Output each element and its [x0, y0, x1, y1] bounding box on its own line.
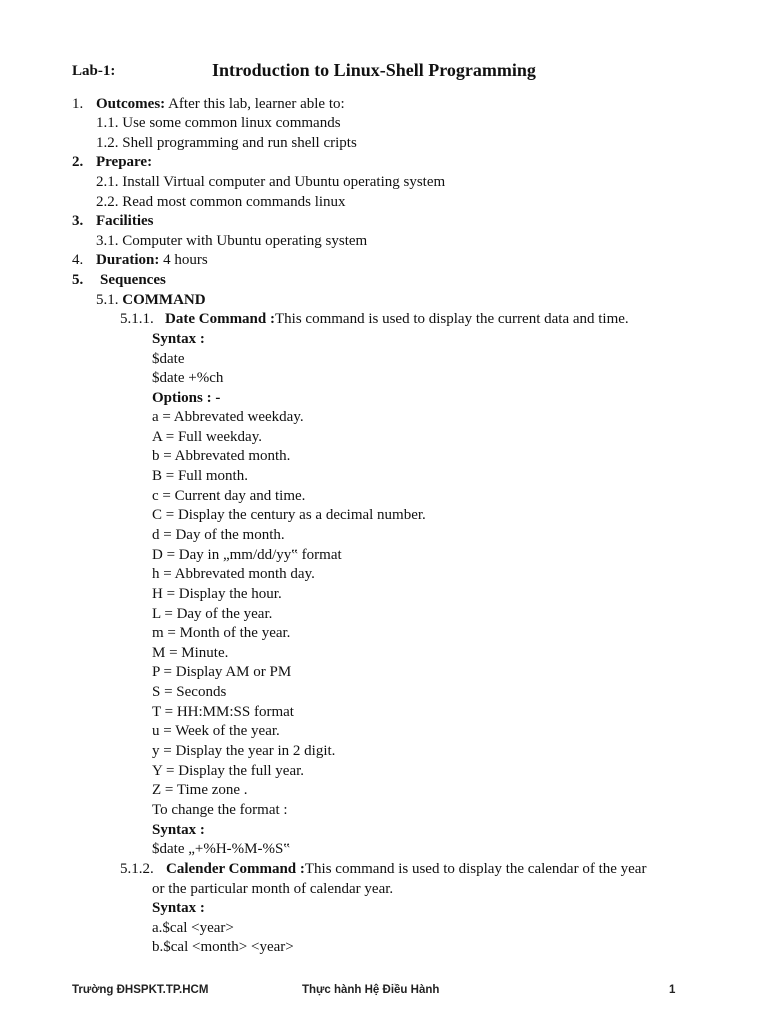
- section-4: [72, 251, 208, 269]
- section-heading: Outcomes:: [96, 96, 166, 112]
- option-item: c = Current day and time.: [152, 488, 306, 504]
- option-item: H = Display the hour.: [152, 586, 282, 602]
- section-text: 4 hours: [159, 252, 208, 268]
- syntax-label: Syntax :: [152, 822, 205, 838]
- document-title: Introduction to Linux-Shell Programming: [212, 60, 536, 80]
- option-item: Y = Display the full year.: [152, 763, 305, 779]
- section-5: [72, 271, 166, 289]
- option-item: b = Abbrevated month.: [152, 448, 291, 464]
- subsection-5-1: [96, 291, 206, 309]
- item-text: This command is used to display the calendar of the year: [304, 861, 647, 877]
- date-command-heading: [120, 310, 629, 328]
- section-2: [72, 153, 153, 171]
- section-number: 5.: [72, 272, 84, 288]
- syntax-label: Syntax :: [152, 331, 205, 347]
- section-number: 4.: [72, 252, 84, 268]
- item-number: 5.1.1.: [120, 311, 154, 327]
- syntax-label: Syntax :: [152, 900, 205, 916]
- footer-course: Thực hành Hệ Điều Hành: [302, 984, 440, 996]
- item-number: 5.1.2.: [120, 861, 154, 877]
- item-text-continued: or the particular month of calendar year.: [152, 881, 394, 897]
- item-label: Calender Command :: [166, 861, 305, 877]
- option-item: D = Day in „mm/dd/yy‟ format: [152, 547, 342, 563]
- page-number: 1: [669, 984, 676, 996]
- option-item: C = Display the century as a decimal number.: [152, 507, 426, 523]
- list-item: 3.1. Computer with Ubuntu operating system: [96, 233, 368, 249]
- option-item: P = Display AM or PM: [152, 664, 292, 680]
- section-3: [72, 212, 154, 230]
- syntax-line: $date: [152, 351, 185, 367]
- option-item: m = Month of the year.: [152, 625, 291, 641]
- section-number: 3.: [72, 213, 84, 229]
- cal-command-heading: [120, 860, 647, 878]
- option-item: d = Day of the month.: [152, 527, 285, 543]
- change-format-text: To change the format :: [152, 802, 288, 818]
- list-item: 2.2. Read most common commands linux: [96, 194, 346, 210]
- section-heading: Sequences: [100, 272, 166, 288]
- syntax-line: $date +%ch: [152, 370, 224, 386]
- subsection-number: 5.1.: [96, 292, 119, 308]
- option-item: S = Seconds: [152, 684, 227, 700]
- options-label: Options : -: [152, 390, 221, 406]
- section-1: [72, 95, 345, 113]
- syntax-line: $date „+%H-%M-%S‟: [152, 841, 290, 857]
- subsection-heading: COMMAND: [122, 292, 206, 308]
- list-item: 1.1. Use some common linux commands: [96, 115, 341, 131]
- item-label: Date Command :: [165, 311, 275, 327]
- section-heading: Duration:: [96, 252, 160, 268]
- option-item: L = Day of the year.: [152, 606, 273, 622]
- option-item: a = Abbrevated weekday.: [152, 409, 304, 425]
- option-item: y = Display the year in 2 digit.: [152, 743, 336, 759]
- section-heading: Facilities: [96, 213, 154, 229]
- option-item: B = Full month.: [152, 468, 248, 484]
- section-number: 1.: [72, 96, 84, 112]
- option-item: Z = Time zone .: [152, 782, 248, 798]
- option-item: h = Abbrevated month day.: [152, 566, 315, 582]
- syntax-line: a.$cal <year>: [152, 920, 234, 936]
- footer-school: Trường ĐHSPKT.TP.HCM: [72, 984, 209, 996]
- list-item: 2.1. Install Virtual computer and Ubuntu operating system: [96, 174, 446, 190]
- section-text: After this lab, learner able to:: [165, 96, 345, 112]
- option-item: M = Minute.: [152, 645, 229, 661]
- list-item: 1.2. Shell programming and run shell cripts: [96, 135, 357, 151]
- section-heading: Prepare:: [96, 154, 153, 170]
- option-item: A = Full weekday.: [152, 429, 262, 445]
- syntax-line: b.$cal <month> <year>: [152, 939, 294, 955]
- option-item: u = Week of the year.: [152, 723, 280, 739]
- lab-label: Lab-1:: [72, 63, 116, 79]
- option-item: T = HH:MM:SS format: [152, 704, 294, 720]
- item-text: This command is used to display the current data and time.: [275, 311, 629, 327]
- section-number: 2.: [72, 154, 84, 170]
